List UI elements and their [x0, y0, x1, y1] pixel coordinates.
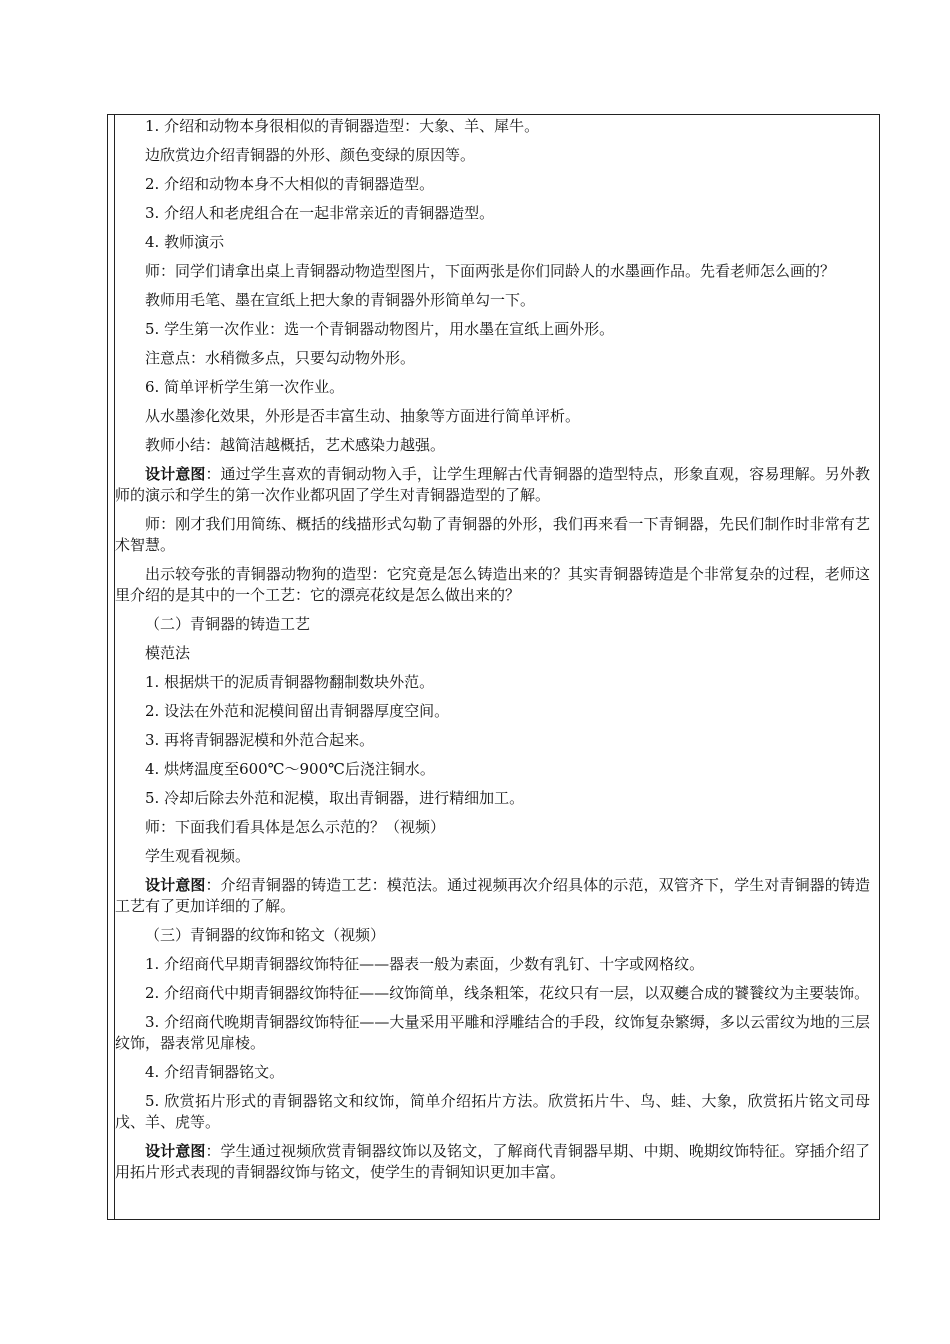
paragraph: 4. 烘烤温度至600℃～900℃后浇注铜水。 [145, 760, 435, 778]
paragraph: 5. 学生第一次作业：选一个青铜器动物图片，用水墨在宣纸上画外形。 [145, 320, 615, 338]
paragraph: 师：同学们请拿出桌上青铜器动物造型图片，下面两张是你们同龄人的水墨画作品。先看老师怎么画的？ [145, 262, 836, 280]
paragraph: 3. 再将青铜器泥模和外范合起来。 [145, 731, 375, 749]
paragraph: 1. 根据烘干的泥质青铜器物翻制数块外范。 [145, 673, 435, 691]
paragraph: 1. 介绍商代早期青铜器纹饰特征——器表一般为素面，少数有乳钉、十字或网格纹。 [145, 955, 705, 973]
paragraph: 5. 欣赏拓片形式的青铜器铭文和纹饰，简单介绍拓片方法。欣赏拓片牛、鸟、蛙、大象，欣赏拓片铭文司母戊、羊、虎等。 [115, 1092, 870, 1131]
paragraph: 3. 介绍商代晚期青铜器纹饰特征——大量采用平雕和浮雕结合的手段，纹饰复杂繁缛，多以云雷纹为地的三层纹饰，器表常见扉棱。 [115, 1013, 870, 1052]
paragraph: 教师用毛笔、墨在宣纸上把大象的青铜器外形简单勾一下。 [145, 291, 536, 309]
paragraph: 2. 设法在外范和泥模间留出青铜器厚度空间。 [145, 702, 450, 720]
paragraph: 4. 教师演示 [145, 233, 225, 251]
design-intent-1 [115, 464, 870, 506]
paragraph: 注意点：水稍微多点，只要勾动物外形。 [145, 349, 416, 367]
lesson-content [115, 116, 870, 1191]
paragraph: 出示较夸张的青铜器动物狗的造型：它究竟是怎么铸造出来的？其实青铜器铸造是个非常复杂的过程，老师这里介绍的是其中的一个工艺：它的漂亮花纹是怎么做出来的？ [115, 565, 870, 604]
paragraph: 师：下面我们看具体是怎么示范的？（视频） [145, 818, 446, 836]
paragraph: 6. 简单评析学生第一次作业。 [145, 378, 345, 396]
design-intent-label: 设计意图 [145, 465, 206, 483]
design-intent-text: ：介绍青铜器的铸造工艺：模范法。通过视频再次介绍具体的示范，双管齐下，学生对青铜器的铸造工艺有了更加详细的了解。 [115, 876, 870, 915]
design-intent-2 [115, 875, 870, 917]
design-intent-text: ：学生通过视频欣赏青铜器纹饰以及铭文，了解商代青铜器早期、中期、晚期纹饰特征。穿插介绍了用拓片形式表现的青铜器纹饰与铭文，使学生的青铜知识更加丰富。 [115, 1142, 870, 1181]
design-intent-text: ：通过学生喜欢的青铜动物入手，让学生理解古代青铜器的造型特点，形象直观，容易理解。另外教师的演示和学生的第一次作业都巩固了学生对青铜器造型的了解。 [115, 465, 870, 504]
design-intent-label: 设计意图 [145, 1142, 206, 1160]
paragraph: 1. 介绍和动物本身很相似的青铜器造型：大象、羊、犀牛。 [145, 117, 540, 135]
paragraph: 教师小结：越简洁越概括，艺术感染力越强。 [145, 436, 446, 454]
paragraph: 3. 介绍人和老虎组合在一起非常亲近的青铜器造型。 [145, 204, 495, 222]
paragraph: 4. 介绍青铜器铭文。 [145, 1063, 285, 1081]
design-intent-label: 设计意图 [145, 876, 206, 894]
paragraph: 师：刚才我们用简练、概括的线描形式勾勒了青铜器的外形，我们再来看一下青铜器，先民们制作时非常有艺术智慧。 [115, 515, 870, 554]
paragraph: 5. 冷却后除去外范和泥模，取出青铜器，进行精细加工。 [145, 789, 525, 807]
design-intent-3 [115, 1141, 870, 1183]
paragraph: 2. 介绍和动物本身不大相似的青铜器造型。 [145, 175, 435, 193]
paragraph: 边欣赏边介绍青铜器的外形、颜色变绿的原因等。 [145, 146, 476, 164]
section-heading: （三）青铜器的纹饰和铭文（视频） [145, 926, 386, 944]
section-heading: （二）青铜器的铸造工艺 [145, 615, 311, 633]
paragraph: 从水墨渗化效果，外形是否丰富生动、抽象等方面进行简单评析。 [145, 407, 581, 425]
paragraph: 2. 介绍商代中期青铜器纹饰特征——纹饰简单，线条粗笨，花纹只有一层，以双夔合成的饕餮纹为主要装饰。 [145, 984, 870, 1002]
paragraph: 模范法 [145, 644, 191, 662]
paragraph: 学生观看视频。 [145, 847, 251, 865]
